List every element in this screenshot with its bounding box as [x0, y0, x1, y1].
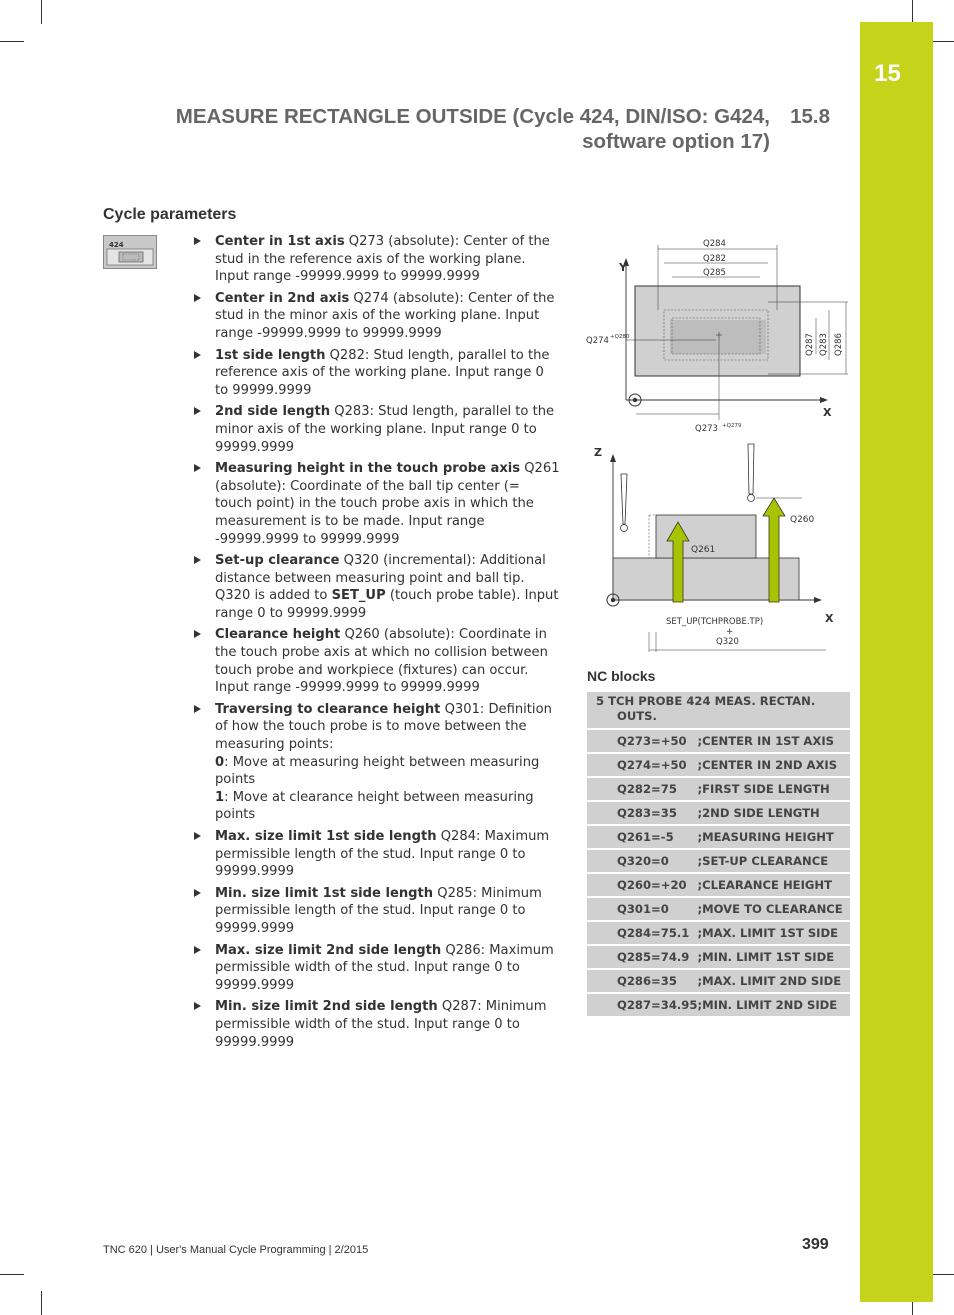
- param-traversing: Traversing to clearance height Q301: Definition of how the touch probe is to move between the measuring points: 0: Move at measuring height between measuring points 1: Move at clearance height between measuring points: [192, 701, 560, 824]
- bullet-triangle-icon: [194, 237, 201, 245]
- bullet-triangle-icon: [194, 889, 201, 897]
- section-title: Cycle parameters: [103, 206, 237, 223]
- param-1st-side-length: 1st side length Q282: Stud length, parallel to the reference axis of the working plane. Input range 0 to 99999.9999: [192, 347, 560, 400]
- table-row: Q283=35 ;2ND SIDE LENGTH: [587, 801, 850, 825]
- top-y-axis-label: Y: [619, 261, 627, 274]
- page-number: 399: [802, 1236, 829, 1253]
- bullet-triangle-icon: [194, 705, 201, 713]
- chapter-number: 15: [874, 60, 901, 87]
- dim-q285: Q285: [703, 268, 726, 278]
- table-row: Q285=74.9 ;MIN. LIMIT 1ST SIDE: [587, 945, 850, 969]
- param-2nd-side-length: 2nd side length Q283: Stud length, parallel to the minor axis of the working plane. Input range 0 to 99999.9999: [192, 403, 560, 456]
- table-row: Q282=75 ;FIRST SIDE LENGTH: [587, 777, 850, 801]
- table-row: Q301=0 ;MOVE TO CLEARANCE: [587, 897, 850, 921]
- top-view-diagram: [586, 239, 848, 434]
- crop-mark: [0, 41, 24, 42]
- dim-q283: Q283: [819, 333, 829, 356]
- bullet-triangle-icon: [194, 464, 201, 472]
- bullet-triangle-icon: [194, 407, 201, 415]
- bullet-triangle-icon: [194, 556, 201, 564]
- nc-blocks-table: [587, 692, 850, 1018]
- bullet-triangle-icon: [194, 294, 201, 302]
- table-row: Q320=0 ;SET-UP CLEARANCE: [587, 849, 850, 873]
- side-view-diagram: [594, 444, 834, 652]
- param-setup-clearance: Set-up clearance Q320 (incremental): Additional distance between measuring point and ball tip. Q320 is added to SET_UP (touch probe table). Input range 0 to 99999.9999: [192, 552, 560, 622]
- cycle-diagram: [586, 232, 856, 652]
- dim-q287: Q287: [805, 333, 815, 356]
- crop-mark: [41, 1291, 42, 1315]
- bullet-triangle-icon: [194, 351, 201, 359]
- crop-mark: [912, 0, 913, 24]
- bullet-triangle-icon: [194, 630, 201, 638]
- label-q320: Q320: [716, 637, 739, 647]
- dim-q274: Q274: [586, 336, 609, 346]
- side-x-axis-label: X: [825, 612, 834, 625]
- nc-blocks-title: NC blocks: [587, 668, 656, 684]
- param-min-1st-side: Min. size limit 1st side length Q285: Minimum permissible length of the stud. Input range 0 to 99999.9999: [192, 885, 560, 938]
- crop-mark: [41, 0, 42, 24]
- bullet-triangle-icon: [194, 832, 201, 840]
- param-center-1st-axis: Center in 1st axis Q273 (absolute): Center of the stud in the reference axis of the working plane. Input range -99999.9999 to 99999.9999: [192, 233, 560, 286]
- bullet-triangle-icon: [194, 1002, 201, 1010]
- table-row: Q287=34.95 ;MIN. LIMIT 2ND SIDE: [587, 993, 850, 1017]
- top-x-axis-label: X: [823, 406, 832, 419]
- param-measuring-height: Measuring height in the touch probe axis Q261 (absolute): Coordinate of the ball tip center (= touch point) in the touch probe axis in which the measurement is to be made. Input range -99999.9999 to 99999.9999: [192, 460, 560, 548]
- dim-q282: Q282: [703, 254, 726, 264]
- dim-q280: +Q280: [610, 334, 630, 340]
- crop-mark: [0, 1274, 24, 1275]
- param-max-1st-side: Max. size limit 1st side length Q284: Maximum permissible length of the stud. Input range 0 to 99999.9999: [192, 828, 560, 881]
- bullet-triangle-icon: [194, 946, 201, 954]
- header-title-line2: software option 17): [582, 130, 770, 153]
- table-row: Q284=75.1 ;MAX. LIMIT 1ST SIDE: [587, 921, 850, 945]
- label-q260: Q260: [790, 515, 815, 525]
- header-section-number: 15.8: [790, 105, 830, 128]
- param-center-2nd-axis: Center in 2nd axis Q274 (absolute): Center of the stud in the minor axis of the working plane. Input range -99999.9999 to 99999.9999: [192, 290, 560, 343]
- chapter-tab: [860, 22, 933, 1302]
- table-row: Q260=+20 ;CLEARANCE HEIGHT: [587, 873, 850, 897]
- dim-q284: Q284: [703, 239, 726, 249]
- param-min-2nd-side: Min. size limit 2nd side length Q287: Minimum permissible width of the stud. Input range 0 to 99999.9999: [192, 998, 560, 1051]
- header-title-line1: MEASURE RECTANGLE OUTSIDE (Cycle 424, DIN/ISO: G424,: [175, 105, 770, 128]
- label-plus: +: [726, 627, 734, 637]
- crop-mark: [930, 41, 954, 42]
- softkey-label: 424: [109, 241, 124, 249]
- dim-q279: +Q279: [722, 423, 742, 429]
- nc-head-line1: 5 TCH PROBE 424 MEAS. RECTAN.: [596, 694, 816, 708]
- table-row: Q273=+50 ;CENTER IN 1ST AXIS: [587, 729, 850, 753]
- dim-q273: Q273: [695, 424, 718, 434]
- crop-mark: [930, 1274, 954, 1275]
- table-row: Q274=+50 ;CENTER IN 2ND AXIS: [587, 753, 850, 777]
- dim-q286: Q286: [834, 333, 844, 356]
- param-max-2nd-side: Max. size limit 2nd side length Q286: Maximum permissible width of the stud. Input range 0 to 99999.9999: [192, 942, 560, 995]
- param-clearance-height: Clearance height Q260 (absolute): Coordinate in the touch probe axis at which no collision between touch probe and workpiece (fixtures) can occur. Input range -99999.9999 to 99999.9999: [192, 626, 560, 696]
- nc-head-line2: OUTS.: [617, 709, 657, 723]
- nc-head-row: [587, 692, 850, 729]
- parameter-list: [192, 233, 560, 1055]
- side-z-axis-label: Z: [594, 446, 602, 459]
- table-row: Q286=35 ;MAX. LIMIT 2ND SIDE: [587, 969, 850, 993]
- cycle-softkey-icon: [103, 235, 157, 269]
- label-q261: Q261: [691, 545, 716, 555]
- label-setup: SET_UP(TCHPROBE.TP): [666, 617, 764, 627]
- footer-manual-info: TNC 620 | User's Manual Cycle Programming | 2/2015: [103, 1244, 369, 1256]
- table-row: Q261=-5 ;MEASURING HEIGHT: [587, 825, 850, 849]
